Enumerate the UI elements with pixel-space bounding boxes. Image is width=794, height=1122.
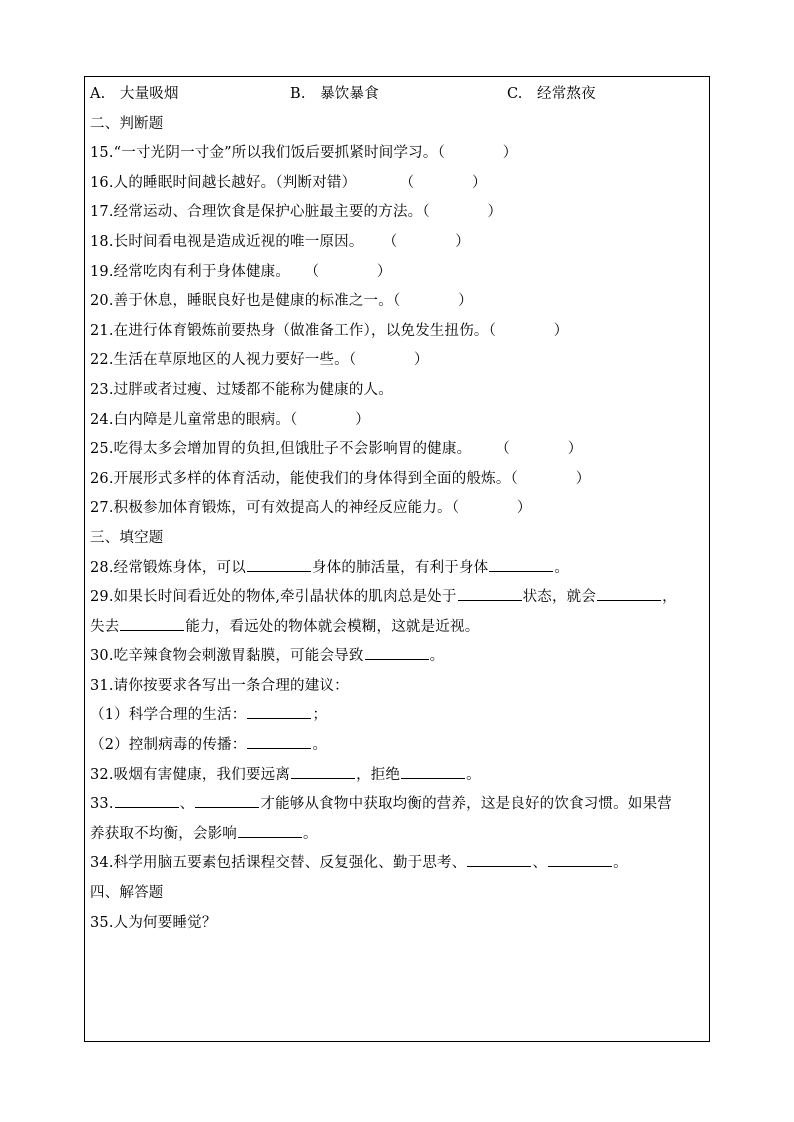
fill-text: ； [312,707,328,724]
fill-text: 、 [532,855,548,872]
fill-text: 。 [554,559,570,576]
answer-blank[interactable] [195,793,259,808]
judge-item-21: 21.在进行体育锻炼前要热身（做准备工作），以免发生扭伤。（ ） [90,322,569,339]
fill-item-30 [90,642,706,672]
fill-item-29-line-1 [90,583,706,613]
fill-text: 身体的肺活量，有利于身体 [311,559,489,576]
section-heading-judge: 二、判断题 [90,115,164,132]
judge-item-19: 19.经常吃肉有利于身体健康。 （ ） [90,263,392,280]
fill-text: 。 [303,825,318,842]
judge-item-17: 17.经常运动、合理饮食是保护心脏最主要的方法。（ ） [90,204,503,221]
answer-blank[interactable] [120,616,184,631]
option-b: B. 暴饮暴食 [290,86,379,102]
fill-item-31 [90,672,706,702]
answer-blank[interactable] [238,823,302,838]
judge-item-15: 15.“一寸光阴一寸金”所以我们饭后要抓紧时间学习。（ ） [90,145,518,162]
fill-text: 。 [312,737,328,754]
option-c: C. 经常熬夜 [507,86,596,102]
answer-blank[interactable] [401,764,465,779]
choice-options [90,80,706,110]
answer-blank[interactable] [291,764,355,779]
fill-text: 状态，就会 [522,589,597,606]
fill-text: 。 [613,855,628,872]
fill-item-31-1 [90,701,706,731]
fill-text: 养获取不均衡，会影响 [90,825,237,842]
section-heading-answer: 四、解答题 [90,885,164,902]
fill-text: 31.请你按要求各写出一条合理的建议： [90,677,349,694]
judge-item-25: 25.吃得太多会增加胃的负担,但饿肚子不会影响胃的健康。 （ ） [90,441,583,458]
fill-text: 才能够从食物中获取均衡的营养，这是良好的饮食习惯。如果营 [260,796,672,813]
judge-item-27: 27.积极参加体育锻炼，可有效提高人的神经反应能力。（ ） [90,500,532,517]
fill-text: 失去 [90,618,120,635]
option-a: A. 大量吸烟 [90,86,179,102]
fill-text: 33. [90,796,114,813]
fill-text: ， [662,589,677,606]
answer-blank[interactable] [467,852,531,867]
answer-blank[interactable] [489,557,553,572]
answer-blank[interactable] [365,645,429,660]
fill-item-34 [90,849,706,879]
section-heading-fill: 三、填空题 [90,529,164,546]
answer-blank[interactable] [458,586,522,601]
fill-text: 32.吸烟有害健康，我们要远离 [90,766,291,783]
fill-text: 、 [179,796,195,813]
fill-text: 。 [466,766,481,783]
answer-blank[interactable] [247,704,311,719]
fill-text: 34.科学用脑五要素包括课程交替、反复强化、勤于思考、 [90,855,467,872]
fill-item-28 [90,554,706,584]
fill-item-29-line-2 [90,613,706,643]
fill-item-31-2 [90,731,706,761]
fill-text: 。 [429,648,445,665]
answer-blank[interactable] [115,793,179,808]
fill-text: （1）科学合理的生活： [90,707,247,724]
judge-item-26: 26.开展形式多样的体育活动，能使我们的身体得到全面的般炼。（ ） [90,470,591,487]
judge-item-20: 20.善于休息，睡眠良好也是健康的标准之一。（ ） [90,293,473,310]
fill-text: ，拒绝 [356,766,401,783]
fill-text: 28.经常锻炼身体，可以 [90,559,246,576]
worksheet-content [90,80,706,938]
answer-item-35: 35.人为何要睡觉？ [90,914,217,931]
answer-blank[interactable] [247,734,311,749]
fill-text: 30.吃辛辣食物会刺激胃黏膜，可能会导致 [90,648,364,665]
judge-item-22: 22.生活在草原地区的人视力要好一些。（ ） [90,352,429,369]
judge-item-23: 23.过胖或者过瘦、过矮都不能称为健康的人。 [90,381,393,398]
judge-item-16: 16.人的睡眠时间越长越好。（判断对错） （ ） [90,174,487,191]
judge-item-18: 18.长时间看电视是造成近视的唯一原因。 （ ） [90,233,470,250]
fill-text: （2）控制病毒的传播： [90,737,247,754]
judge-item-24: 24.白内障是儿童常患的眼病。（ ） [90,411,370,428]
fill-item-33-line-2 [90,820,706,850]
answer-blank[interactable] [597,586,661,601]
fill-item-33-line-1 [90,790,706,820]
fill-text: 29.如果长时间看近处的物体,牵引晶状体的肌肉总是处于 [90,589,457,606]
answer-blank[interactable] [247,557,311,572]
fill-text: 能力，看远处的物体就会模糊，这就是近视。 [185,618,480,635]
answer-blank[interactable] [548,852,612,867]
fill-item-32 [90,761,706,791]
